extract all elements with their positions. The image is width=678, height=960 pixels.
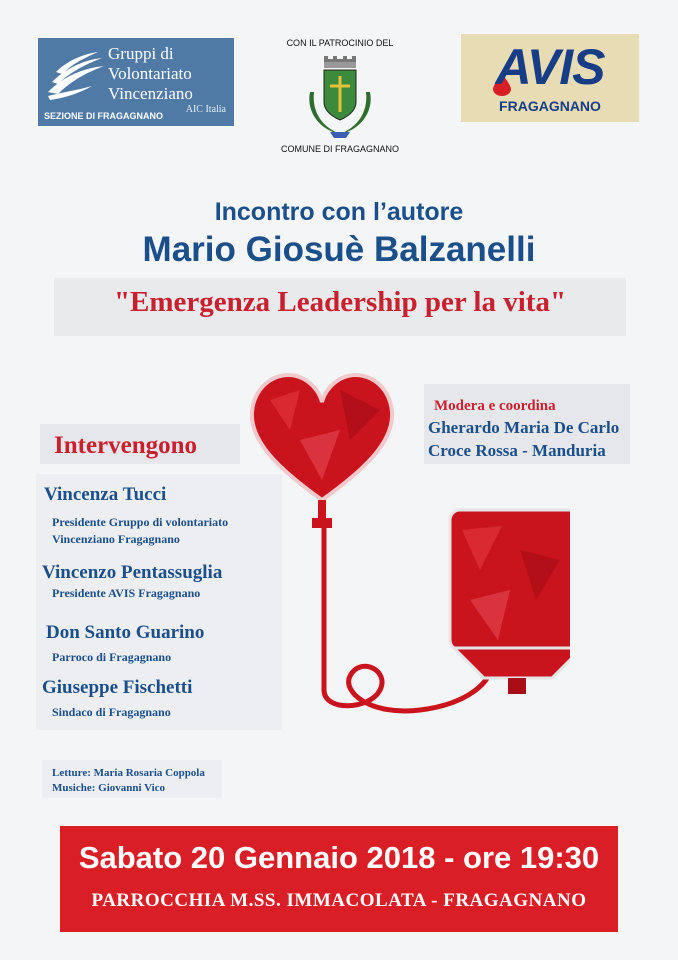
speaker-role: Sindaco di Fragagnano [52, 705, 171, 719]
gvv-logo [38, 38, 234, 126]
speaker-role: Vincenziano Fragagnano [52, 532, 180, 546]
speaker-role: Parroco di Fragagnano [52, 650, 172, 664]
gvv-sub: AIC Italia [185, 104, 226, 115]
event-place: PARROCCHIA M.SS. IMMACOLATA - FRAGAGNANO [91, 890, 587, 911]
speakers-heading: Intervengono [54, 432, 198, 459]
speaker-name: Vincenza Tucci [44, 484, 167, 505]
moderator-org: Croce Rossa - Manduria [428, 441, 606, 460]
moderator-label: Modera e coordina [434, 398, 556, 414]
event-subtitle: Incontro con l’autore [214, 198, 464, 226]
patrocinio-comune: COMUNE DI FRAGAGNANO [280, 144, 399, 154]
speakers-list [36, 474, 282, 730]
event-date: Sabato 20 Gennaio 2018 - ore 19:30 [78, 840, 600, 875]
avis-wordmark: AVIS [495, 39, 605, 95]
speaker-name: Don Santo Guarino [46, 622, 205, 643]
credits [52, 766, 205, 796]
speaker-role: Presidente AVIS Fragagnano [52, 586, 201, 600]
book-title: "Emergenza Leadership per la vita" [113, 286, 567, 318]
gvv-line2: Volontariato [108, 64, 192, 83]
avis-subtitle: FRAGAGNANO [499, 98, 601, 114]
patrocinio-label: CON IL PATROCINIO DEL [286, 38, 394, 48]
speaker-name: Giuseppe Fischetti [42, 677, 193, 698]
wings-icon [44, 46, 108, 106]
speaker-name: Vincenzo Pentassuglia [42, 562, 223, 583]
gvv-line1: Gruppi di [108, 44, 174, 63]
coat-of-arms-icon [300, 52, 380, 142]
gvv-line3: Vincenziano [108, 84, 193, 103]
speaker-role: Presidente Gruppo di volontariato [52, 515, 229, 529]
gvv-section: SEZIONE DI FRAGAGNANO [44, 111, 164, 121]
credits-letture: Letture: Maria Rosaria Coppola [52, 767, 205, 779]
avis-logo [461, 34, 639, 122]
patrocinio [270, 38, 410, 154]
author-name: Mario Giosuè Balzanelli [142, 230, 536, 269]
moderator-name: Gherardo Maria De Carlo [428, 418, 620, 437]
credits-musiche: Musiche: Giovanni Vico [52, 782, 166, 794]
